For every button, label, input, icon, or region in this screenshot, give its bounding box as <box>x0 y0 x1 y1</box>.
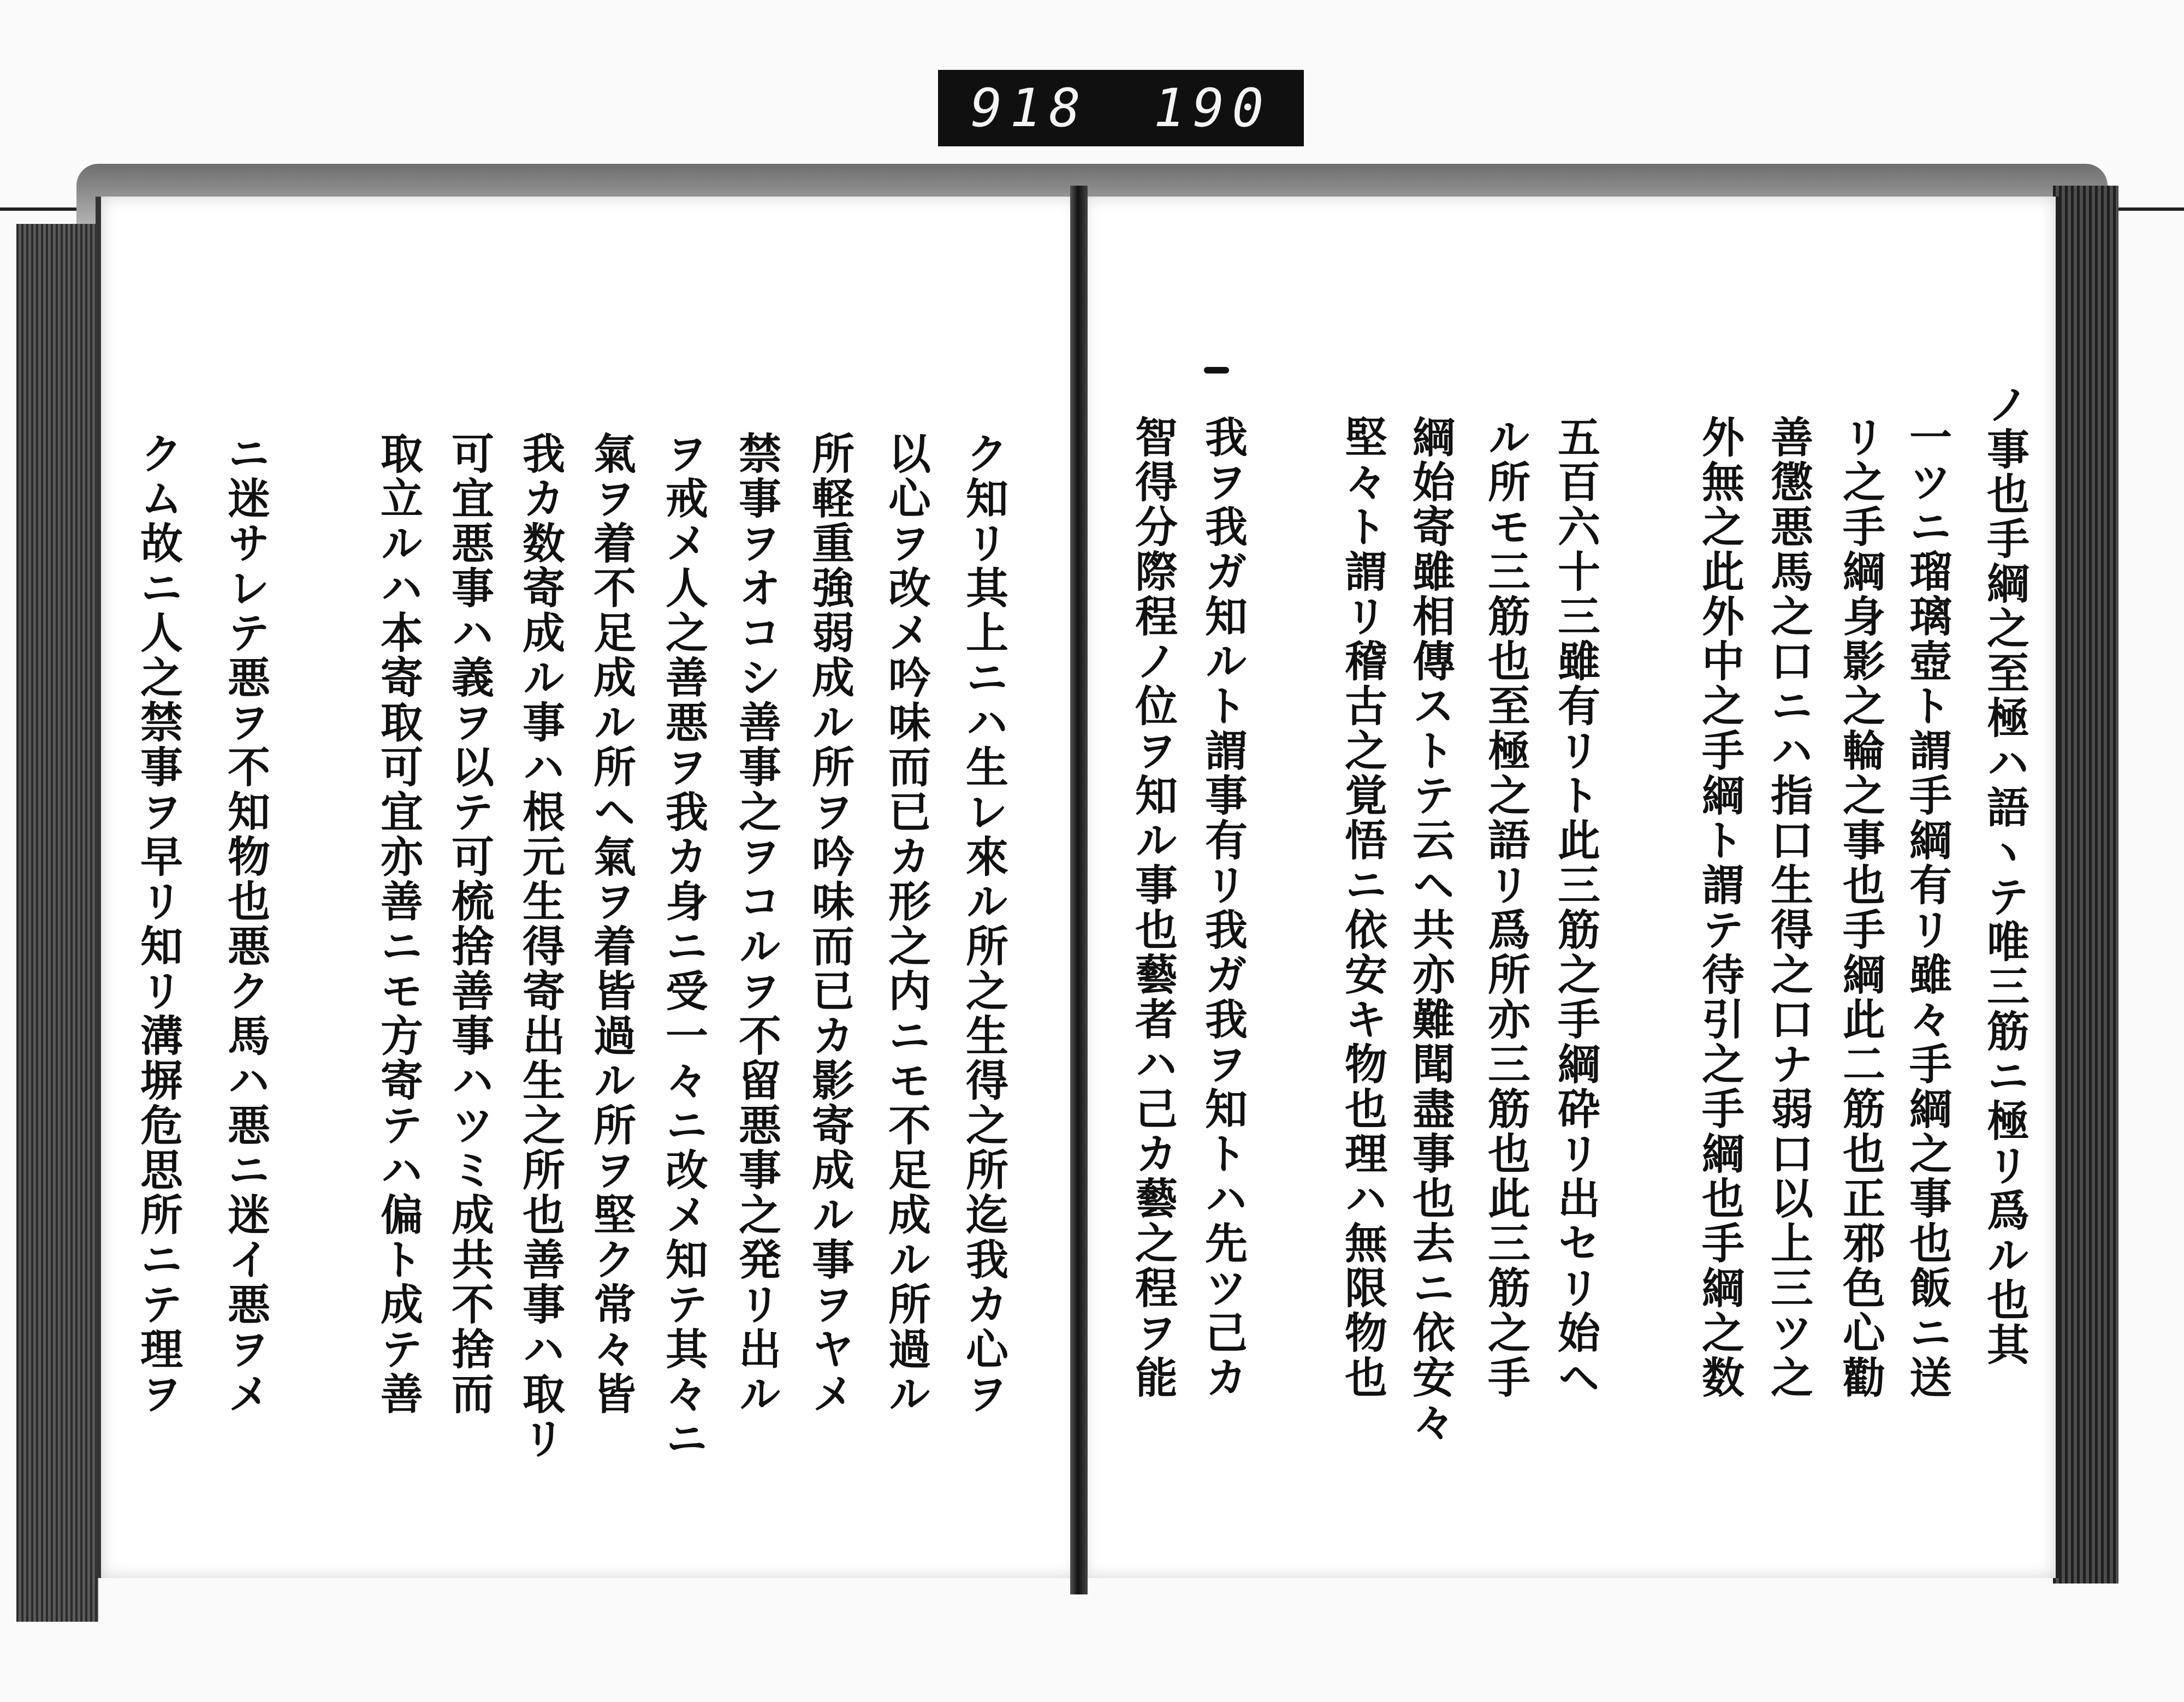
right-page-column: ル所モ三筋也至極之語リ爲所亦三筋也此三筋之手 <box>1481 415 1530 1400</box>
label-left-number: 918 <box>970 78 1089 139</box>
archive-label <box>938 70 1304 146</box>
left-page-column: 取立ルハ本寄取可宜亦善ニモ方寄テハ偏ト成テ善 <box>373 431 423 1416</box>
right-page-column: 五百六十三雖有リト此三筋之手綱砕リ出セリ始ヘ <box>1551 415 1600 1400</box>
right-page-column: 我ヲ我ガ知ルト謂事有リ我ガ我ヲ知トハ先ツ己カ <box>1198 415 1248 1400</box>
left-page-column: 氣ヲ着不足成ル所ヘ氣ヲ着皆過ル所ヲ堅ク常々皆 <box>586 431 636 1416</box>
left-page-column: 可宜悪事ハ義ヲ以テ可梳捨善事ハツミ成共不捨而 <box>444 431 494 1416</box>
left-page-column: 我カ数寄成ル事ハ根元生得寄出生之所也善事ハ取リ <box>515 431 565 1461</box>
book-gutter <box>1070 186 1088 1594</box>
right-page-column: リ之手綱身影之輪之事也手綱此二筋也正邪色心勸 <box>1836 415 1885 1400</box>
left-page-column: 所軽重強弱成ル所ヲ吟味而已カ影寄成ル事ヲヤメ <box>805 431 854 1416</box>
left-page-column: ヲ戒メ人之善悪ヲ我カ身ニ受一々ニ改メ知テ其々ニ <box>658 431 708 1461</box>
left-page-column: ニ迷サレテ悪ヲ不知物也悪ク馬ハ悪ニ迷イ悪ヲメ <box>221 431 270 1416</box>
right-page-column: 善懲悪馬之口ニハ指口生得之口ナ弱口以上三ツ之 <box>1764 415 1813 1400</box>
right-page-column: 智得分際程ノ位ヲ知ル事也藝者ハ己カ藝之程ヲ能 <box>1128 415 1178 1400</box>
right-page-column: 綱始寄雖相傳ストテ云ヘ共亦難聞盡事也去ニ依安々 <box>1405 415 1455 1445</box>
page-stack-right <box>2053 186 2118 1584</box>
page-stack-left <box>16 224 98 1622</box>
right-page-column: ノ事也手綱之至極ハ語ヽテ唯三筋ニ極リ爲ル也其 <box>1980 382 2029 1367</box>
left-page-column: 禁事ヲオコシ善事之ヲコルヲ不留悪事之発リ出ル <box>732 431 781 1416</box>
left-page-column: クム故ニ人之禁事ヲ早リ知リ溝塀危思所ニテ理ヲ <box>133 431 183 1416</box>
right-page-column: 一ツニ瑠璃壺ト謂手綱有リ雖々手綱之事也飯ニ送 <box>1902 415 1952 1400</box>
right-page-column: 堅々ト謂リ稽古之覚悟ニ依安キ物也理ハ無限物也 <box>1338 415 1387 1400</box>
right-page-column: 外無之此外中之手綱ト謂テ待引之手綱也手綱之数 <box>1695 415 1744 1400</box>
left-page-column: ク知リ其上ニハ生レ來ル所之生得之所迄我カ心ヲ <box>959 431 1008 1416</box>
item-bullet-mark <box>1204 367 1229 373</box>
label-right-number: 190 <box>1153 78 1272 139</box>
left-page-column: 以心ヲ改メ吟味而已カ形之内ニモ不足成ル所過ル <box>881 431 931 1416</box>
